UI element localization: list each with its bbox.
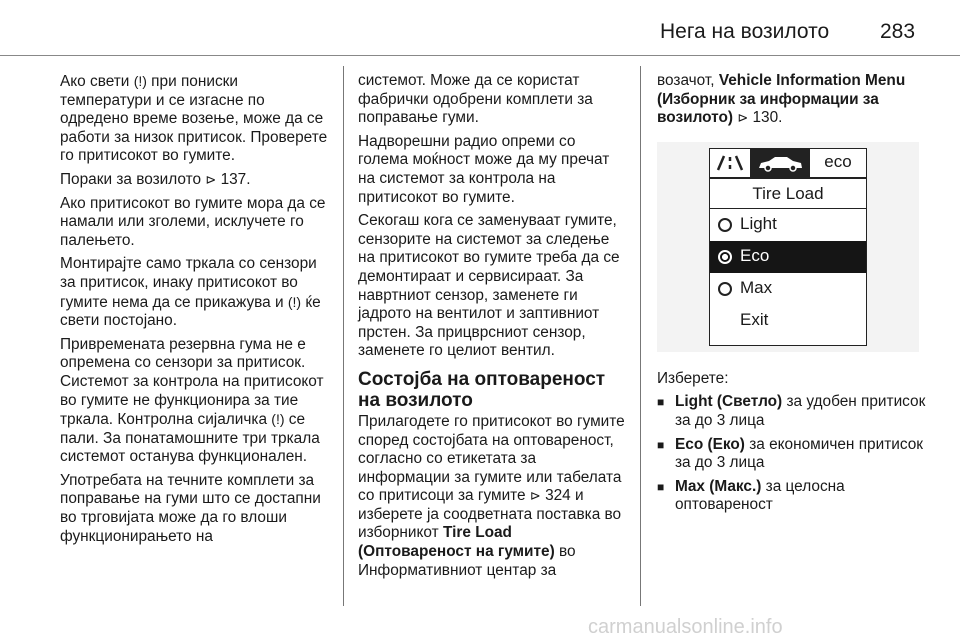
- column-divider: [343, 66, 344, 606]
- option-list: [657, 393, 927, 515]
- paragraph: Пораки за возилото ⊳ 137.: [60, 170, 251, 188]
- paragraph: Секогаш кога се заменуваат гумите, сензорите на системот за следење на притисокот во гумите треба да се демонтираат и сервисираат. За навртниот сензор, заменете ги јадрото на вентилот и заптивниот прстен. За прицврсниот сензор, заменете го целиот вентил.: [358, 212, 620, 360]
- tpms-warning-icon: (!): [271, 411, 285, 428]
- section-title: Нега на возилото: [660, 20, 830, 43]
- paragraph: Ако свети (!) при пониски температури и се изгасне по одредено време возење, може да се работи за низок притисок. Проверете го притисокот во гумите.: [60, 73, 328, 165]
- display-title: Tire Load: [710, 179, 866, 209]
- eco-label: eco: [824, 152, 852, 172]
- page-number: 283: [880, 20, 916, 43]
- column-divider: [640, 66, 641, 606]
- list-item: ■ Eco (Еко) за економичен притисок за до 3 лица: [657, 436, 927, 473]
- paragraph: возачот, Vehicle Information Menu (Изборник за информации за возилото) ⊳ 130.: [657, 72, 906, 127]
- reference-arrow-icon: ⊳: [737, 110, 749, 126]
- paragraph: Привремената резервна гума не е опремена со сензори за притисок. Системот за контрола на притисокот во гумите не функционира за тие тркала. Контролна сијаличка (!) се пали. За понатамошните три тркала системот останува функционален.: [60, 335, 324, 466]
- column-2: [358, 72, 628, 585]
- display-exit[interactable]: Exit: [740, 310, 769, 330]
- display-screen: [709, 148, 867, 346]
- reference-arrow-icon: ⊳: [205, 171, 217, 187]
- select-label: Изберете:: [657, 369, 729, 387]
- paragraph: Надворешни радио опреми со голема моќност може да му пречат на системот за контрола на притисокот во гумите.: [358, 132, 610, 206]
- section-heading: Состојба на оптовареност на возилото: [358, 368, 606, 411]
- display-option-eco[interactable]: Eco: [710, 241, 866, 273]
- radio-icon: [718, 218, 732, 232]
- tpms-warning-icon: (!): [287, 293, 302, 310]
- car-icon: [750, 149, 810, 177]
- column-3: [657, 72, 927, 520]
- paragraph: системот. Може да се користат фабрички одобрени комплети за поправање гуми.: [358, 72, 593, 127]
- header-divider: [0, 55, 960, 56]
- paragraph: Прилагодете го притисокот во гумите според состојбата на оптовареност, согласно со етикетата за информации за гумите или табелата со притисоци за гумите ⊳ 324 и изберете ја соодветната поставка во изборникот Tire Load (Оптовареност на гумите) во Информативниот центар за: [358, 412, 625, 579]
- radio-selected-icon: [718, 250, 732, 264]
- paragraph: Монтирајте само тркала со сензори за притисок, инаку притисокот во гумите нема да се прикажува и (!) ќе свети постојано.: [60, 255, 321, 330]
- reference-arrow-icon: ⊳: [529, 488, 541, 504]
- tpms-warning-icon: (!): [133, 73, 147, 89]
- road-warning-icon: [710, 149, 750, 177]
- display-option-max[interactable]: Max: [710, 273, 866, 305]
- tire-load-display-illustration: [657, 142, 919, 352]
- column-1: [60, 72, 330, 551]
- paragraph: Употребата на течните комплети за поправање на гуми што се достапни во трговијата може да го влоши функционирањето на: [60, 471, 321, 545]
- paragraph: Ако притисокот во гумите мора да се намали или зголеми, исклучете го палењето.: [60, 194, 326, 249]
- list-item: ■ Light (Светло) за удобен притисок за до 3 лица: [657, 393, 927, 430]
- display-status-bar: [710, 149, 866, 179]
- radio-icon: [718, 282, 732, 296]
- list-item: ■ Max (Макс.) за целосна оптовареност: [657, 478, 927, 515]
- watermark: carmanualsonline.info: [588, 616, 783, 638]
- display-option-light[interactable]: Light: [710, 209, 866, 241]
